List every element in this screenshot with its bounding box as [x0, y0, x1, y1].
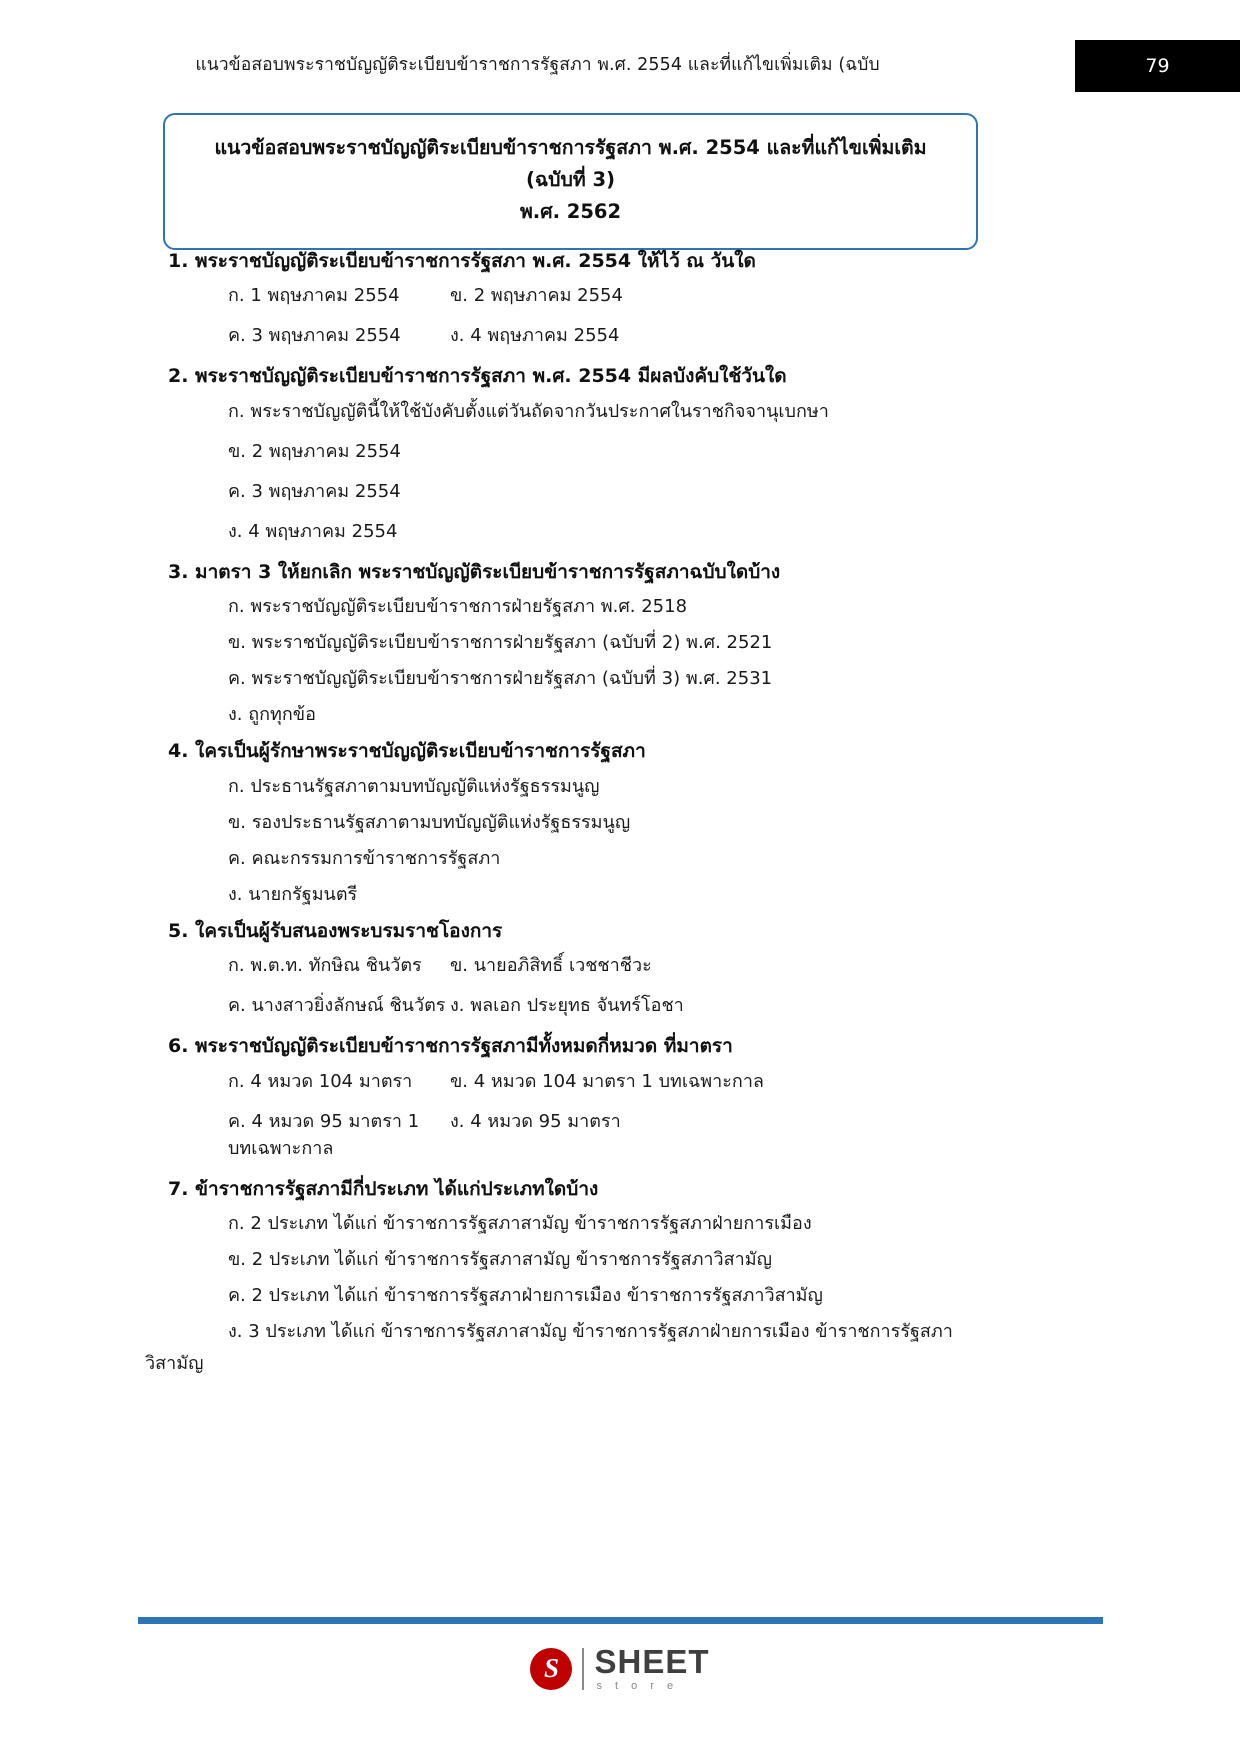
page-number: 79: [1145, 55, 1170, 77]
choice-4-d[interactable]: ง. นายกรัฐมนตรี: [228, 883, 358, 905]
choice-7-d-overflow: วิสามัญ: [145, 1353, 204, 1375]
question-text-2: 2. พระราชบัญญัติระเบียบข้าราชการรัฐสภา พ.ศ. 2554 มีผลบังคับใช้วันใด: [168, 365, 787, 388]
choice-2-c[interactable]: ค. 3 พฤษภาคม 2554: [228, 480, 401, 502]
choice-group-6: [0, 1068, 1240, 1162]
choice-6-a[interactable]: ก. 4 หมวด 104 มาตรา: [228, 1070, 413, 1092]
choice-group-5: [0, 952, 1240, 1019]
logo-letter: S: [543, 1653, 559, 1683]
choice-2-d[interactable]: ง. 4 พฤษภาคม 2554: [228, 520, 398, 542]
choice-3-a[interactable]: ก. พระราชบัญญัติระเบียบข้าราชการฝ่ายรัฐสภา พ.ศ. 2518: [228, 596, 688, 618]
choice-3-c[interactable]: ค. พระราชบัญญัติระเบียบข้าราชการฝ่ายรัฐสภา (ฉบับที่ 3) พ.ศ. 2531: [228, 668, 773, 690]
choice-1-a[interactable]: ก. 1 พฤษภาคม 2554: [228, 285, 400, 307]
choice-6-c[interactable]: ค. 4 หมวด 95 มาตรา 1 บทเฉพาะกาล: [228, 1110, 420, 1159]
choice-row: [0, 322, 1240, 349]
document-title-line-2: พ.ศ. 2562: [519, 200, 622, 224]
question-item-4: [0, 737, 1240, 907]
logo-name: SHEET: [594, 1643, 710, 1680]
question-text-3: 3. มาตรา 3 ให้ยกเลิก พระราชบัญญัติระเบียบข้าราชการรัฐสภาฉบับใดบ้าง: [168, 560, 781, 583]
choice-row: [0, 992, 1240, 1019]
choice-3-d[interactable]: ง. ถูกทุกข้อ: [228, 704, 316, 726]
question-text-7: 7. ข้าราชการรัฐสภามีกี่ประเภท ได้แก่ประเภทใดบ้าง: [168, 1177, 599, 1200]
choice-5-a[interactable]: ก. พ.ต.ท. ทักษิณ ชินวัตร: [228, 955, 422, 977]
question-item-2: [0, 362, 1240, 544]
question-text-5: 5. ใครเป็นผู้รับสนองพระบรมราชโองการ: [168, 919, 503, 942]
choice-5-b[interactable]: ข. นายอภิสิทธิ์ เวชชาชีวะ: [450, 955, 652, 977]
footer-divider: [138, 1617, 1103, 1624]
document-title-box: [163, 113, 978, 250]
question-list: [0, 247, 1240, 1381]
footer-logo: [0, 1645, 1240, 1692]
question-text-1: 1. พระราชบัญญัติระเบียบข้าราชการรัฐสภา พ.ศ. 2554 ให้ไว้ ณ วันใด: [168, 250, 756, 272]
choice-6-b[interactable]: ข. 4 หมวด 104 มาตรา 1 บทเฉพาะกาล: [450, 1070, 764, 1092]
choice-7-d[interactable]: ง. 3 ประเภท ได้แก่ ข้าราชการรัฐสภาสามัญ ข้าราชการรัฐสภาฝ่ายการเมือง ข้าราชการรัฐสภา: [228, 1321, 953, 1343]
logo-wordmark: [594, 1645, 709, 1692]
choice-1-b[interactable]: ข. 2 พฤษภาคม 2554: [450, 285, 623, 307]
choice-7-c[interactable]: ค. 2 ประเภท ได้แก่ ข้าราชการรัฐสภาฝ่ายการเมือง ข้าราชการรัฐสภาวิสามัญ: [228, 1285, 823, 1307]
choice-4-c[interactable]: ค. คณะกรรมการข้าราชการรัฐสภา: [228, 847, 501, 869]
choice-group-3: [0, 593, 1240, 728]
question-text-6: 6. พระราชบัญญัติระเบียบข้าราชการรัฐสภามีทั้งหมดกี่หมวด ที่มาตรา: [168, 1035, 733, 1058]
choice-7-b[interactable]: ข. 2 ประเภท ได้แก่ ข้าราชการรัฐสภาสามัญ ข้าราชการรัฐสภาวิสามัญ: [228, 1249, 772, 1271]
choice-2-a[interactable]: ก. พระราชบัญญัตินี้ให้ใช้บังคับตั้งแต่วันถัดจากวันประกาศในราชกิจจานุเบกษา: [228, 400, 829, 422]
question-item-6: [0, 1032, 1240, 1161]
choice-group-7: [0, 1210, 1240, 1377]
choice-1-c[interactable]: ค. 3 พฤษภาคม 2554: [228, 325, 401, 347]
question-item-7: [0, 1175, 1240, 1377]
question-text-4: 4. ใครเป็นผู้รักษาพระราชบัญญัติระเบียบข้าราชการรัฐสภา: [168, 740, 646, 763]
running-title: แนวข้อสอบพระราชบัญญัติระเบียบข้าราชการรัฐสภา พ.ศ. 2554 และที่แก้ไขเพิ่มเติม (ฉบับ: [195, 55, 880, 75]
choice-row: [0, 282, 1240, 309]
choice-5-c[interactable]: ค. นางสาวยิ่งลักษณ์ ชินวัตร: [228, 995, 446, 1017]
choice-row: [0, 1108, 1240, 1162]
page-header: [0, 48, 1240, 100]
question-item-1: [0, 247, 1240, 349]
choice-4-b[interactable]: ข. รองประธานรัฐสภาตามบทบัญญัติแห่งรัฐธรรมนูญ: [228, 811, 631, 833]
document-title-line-1: แนวข้อสอบพระราชบัญญัติระเบียบข้าราชการรัฐสภา พ.ศ. 2554 และที่แก้ไขเพิ่มเติม (ฉบับที่ 3): [214, 136, 927, 192]
choice-3-b[interactable]: ข. พระราชบัญญัติระเบียบข้าราชการฝ่ายรัฐสภา (ฉบับที่ 2) พ.ศ. 2521: [228, 632, 773, 654]
question-item-5: [0, 917, 1240, 1019]
sheet-store-logo-icon: [530, 1648, 572, 1690]
page-number-badge: [1075, 40, 1240, 92]
choice-5-d[interactable]: ง. พลเอก ประยุทธ จันทร์โอชา: [450, 995, 684, 1017]
choice-1-d[interactable]: ง. 4 พฤษภาคม 2554: [450, 325, 620, 347]
choice-group-1: [0, 282, 1240, 349]
choice-2-b[interactable]: ข. 2 พฤษภาคม 2554: [228, 440, 401, 462]
choice-row: [0, 952, 1240, 979]
choice-row: [0, 1068, 1240, 1095]
logo-subtitle: s t o r e: [596, 1680, 679, 1692]
question-item-3: [0, 558, 1240, 728]
logo-divider: [582, 1648, 584, 1690]
choice-4-a[interactable]: ก. ประธานรัฐสภาตามบทบัญญัติแห่งรัฐธรรมนูญ: [228, 775, 600, 797]
choice-group-4: [0, 773, 1240, 908]
choice-group-2: [0, 398, 1240, 545]
choice-7-a[interactable]: ก. 2 ประเภท ได้แก่ ข้าราชการรัฐสภาสามัญ ข้าราชการรัฐสภาฝ่ายการเมือง: [228, 1213, 812, 1235]
choice-6-d[interactable]: ง. 4 หมวด 95 มาตรา: [450, 1110, 621, 1132]
